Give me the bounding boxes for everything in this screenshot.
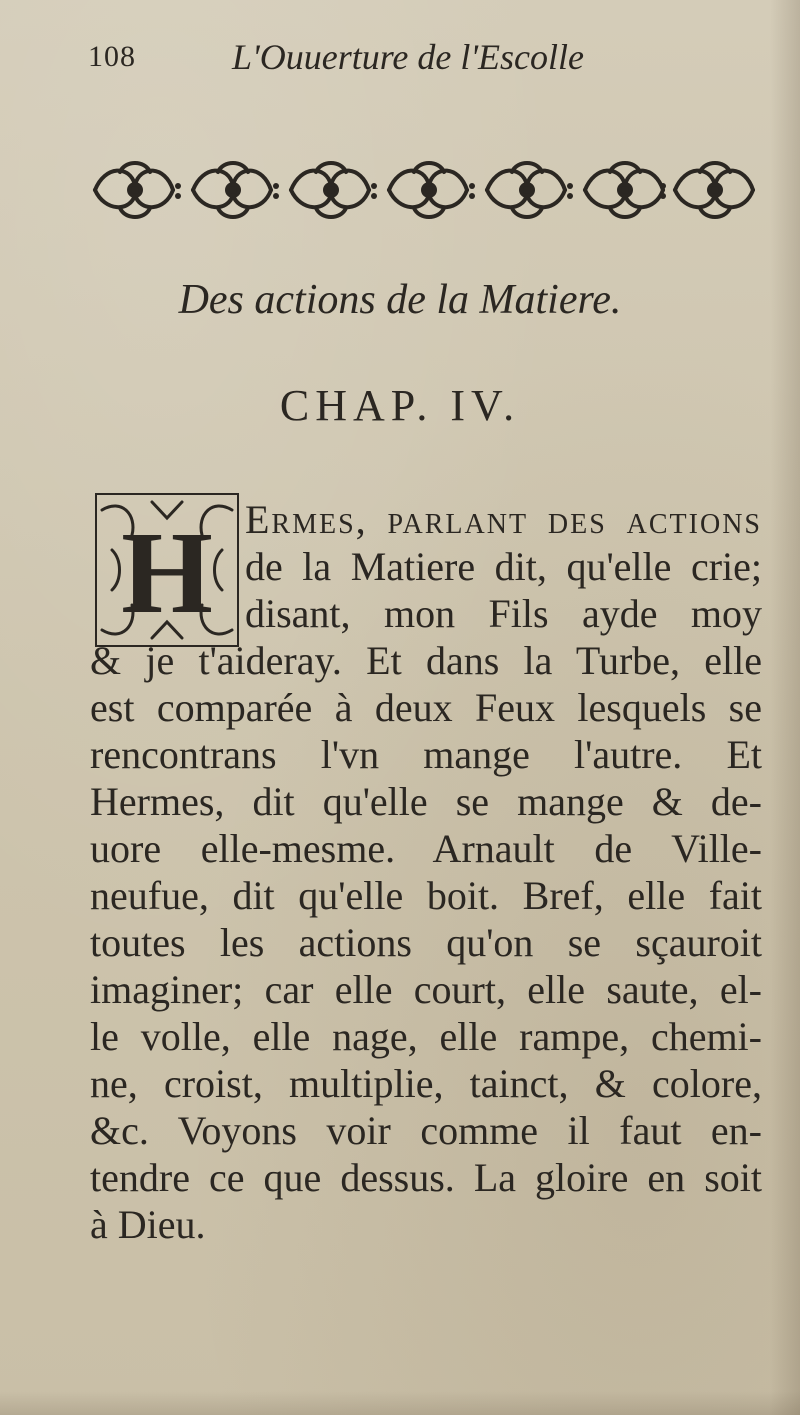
page-number: 108 — [88, 40, 136, 73]
text-line: à Dieu. — [90, 1202, 206, 1247]
chapter-heading: CHAP. IV. — [279, 381, 521, 430]
text-line: est comparée à deux Feux lesquels se — [90, 685, 762, 730]
page-edge-shadow — [770, 0, 800, 1415]
text-line: toutes les actions qu'on se sçauroit — [90, 920, 762, 965]
text-line: rencontrans l'vn mange l'autre. Et — [90, 732, 762, 777]
text-line: le volle, elle nage, elle rampe, chemi- — [90, 1014, 762, 1059]
chapter-body — [90, 496, 762, 1248]
text-line: Hermes, dit qu'elle se mange & de- — [90, 779, 762, 824]
text-line: neufue, dit qu'elle boit. Bref, elle fait — [90, 873, 762, 918]
text-line — [90, 496, 762, 543]
drop-cap-letter: H — [121, 507, 213, 638]
page-bottom-shadow — [0, 1391, 800, 1415]
text-line: uore elle-mesme. Arnault de Ville- — [90, 826, 762, 871]
text-line: disant, mon Fils ayde moy — [245, 591, 762, 636]
text-line: ne, croist, multiplie, tainct, & colore, — [90, 1061, 762, 1106]
running-title: L'Ouuerture de l'Escolle — [232, 37, 585, 77]
floral-band-icon — [85, 150, 755, 228]
text-line-content: Ermes, parlant des actions — [245, 497, 762, 542]
text-line: &c. Voyons voir comme il faut en- — [90, 1108, 762, 1153]
text-line: imaginer; car elle court, elle saute, el- — [90, 967, 762, 1012]
text-line: & je t'aideray. Et dans la Turbe, elle — [90, 638, 762, 683]
chapter-subtitle: Des actions de la Matiere. — [178, 277, 622, 323]
text-line: de la Matiere dit, qu'elle crie; — [245, 544, 762, 589]
text-line: tendre ce que dessus. La gloire en soit — [90, 1155, 762, 1200]
